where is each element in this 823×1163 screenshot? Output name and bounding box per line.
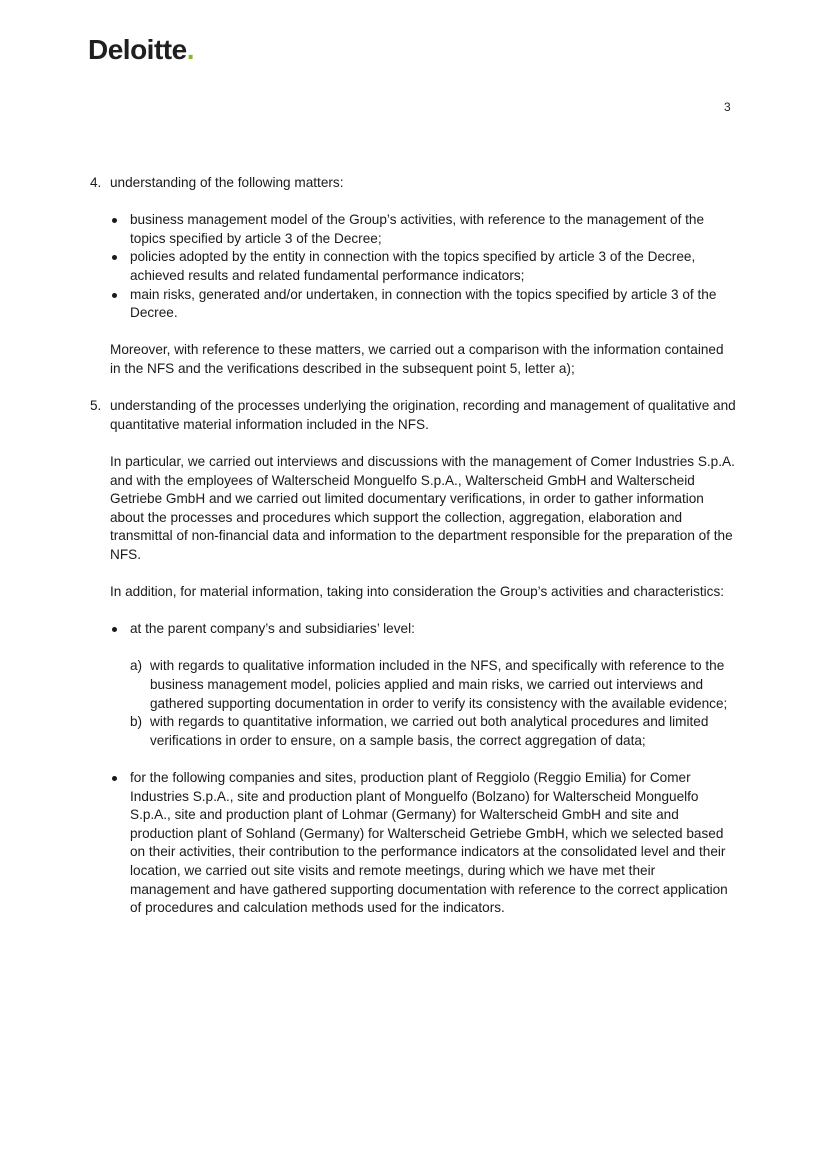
item-number: 4.: [90, 175, 102, 190]
bullet-list: [110, 211, 736, 323]
bullet-item: for the following companies and sites, production plant of Reggiolo (Reggio Emilia) for Comer Industries S.p.A., site and production plant of Monguelfo (Bolzano) for Walterscheid Monguelfo S.p.A., site and production plant of Lohmar (Germany) for Walterscheid GmbH and site and production plant of Sohland (Germany) for Walterscheid Getriebe GmbH, which we selected based on their activities, their contribution to the performance indicators at the consolidated level and their location, we carried out site visits and remote meetings, during which we have met their management and have gathered supporting documentation with reference to the correct application of procedures and calculation methods used for the indicators.: [110, 769, 736, 918]
deloitte-logo: Deloitte.: [88, 34, 194, 65]
document-body: [90, 174, 736, 918]
bullet-icon: [110, 620, 130, 639]
bullet-item: main risks, generated and/or undertaken, in connection with the topics specified by article 3 of the Decree.: [110, 286, 736, 323]
bullet-list: [110, 620, 736, 639]
item-number: 5.: [90, 398, 102, 414]
bullet-list: [110, 769, 736, 918]
paragraph: In addition, for material information, taking into consideration the Group’s activities and characteristics:: [110, 584, 725, 600]
lettered-list: [130, 657, 736, 750]
bullet-item: at the parent company’s and subsidiaries’ level:: [110, 620, 736, 639]
list-item-4: [90, 174, 736, 379]
bullet-item: business management model of the Group’s activities, with reference to the management of the topics specified by article 3 of the Decree;: [110, 211, 736, 248]
paragraph: Moreover, with reference to these matters, we carried out a comparison with the information contained in the NFS and the verifications described in the subsequent point 5, letter a);: [110, 342, 724, 376]
bullet-icon: [110, 211, 130, 248]
bullet-icon: [110, 769, 130, 918]
bullet-item: policies adopted by the entity in connection with the topics specified by article 3 of the Decree, achieved results and related fundamental performance indicators;: [110, 248, 736, 285]
lettered-item: a) with regards to qualitative information included in the NFS, and specifically with reference to the business management model, policies applied and main risks, we carried out interviews and gathered supporting documentation in order to verify its consistency with the available evidence;: [130, 658, 728, 711]
item-lead: understanding of the processes underlying the origination, recording and management of qualitative and quantitative material information included in the NFS.: [110, 398, 736, 432]
lettered-item: b) with regards to quantitative information, we carried out both analytical procedures and limited verifications in order to ensure, on a sample basis, the correct aggregation of data;: [130, 714, 709, 748]
bullet-icon: [110, 286, 130, 323]
bullet-icon: [110, 248, 130, 285]
paragraph: In particular, we carried out interviews and discussions with the management of Comer Industries S.p.A. and with the employees of Walterscheid Monguelfo S.p.A., Walterscheid GmbH and Walterscheid Getriebe GmbH and we carried out limited documentary verifications, in order to gather information about the processes and procedures which support the collection, aggregation, elaboration and transmittal of non-financial data and information to the department responsible for the preparation of the NFS.: [110, 453, 735, 562]
list-item-5: [90, 397, 736, 918]
page-number: 3: [724, 100, 731, 114]
item-lead: understanding of the following matters:: [110, 175, 344, 190]
